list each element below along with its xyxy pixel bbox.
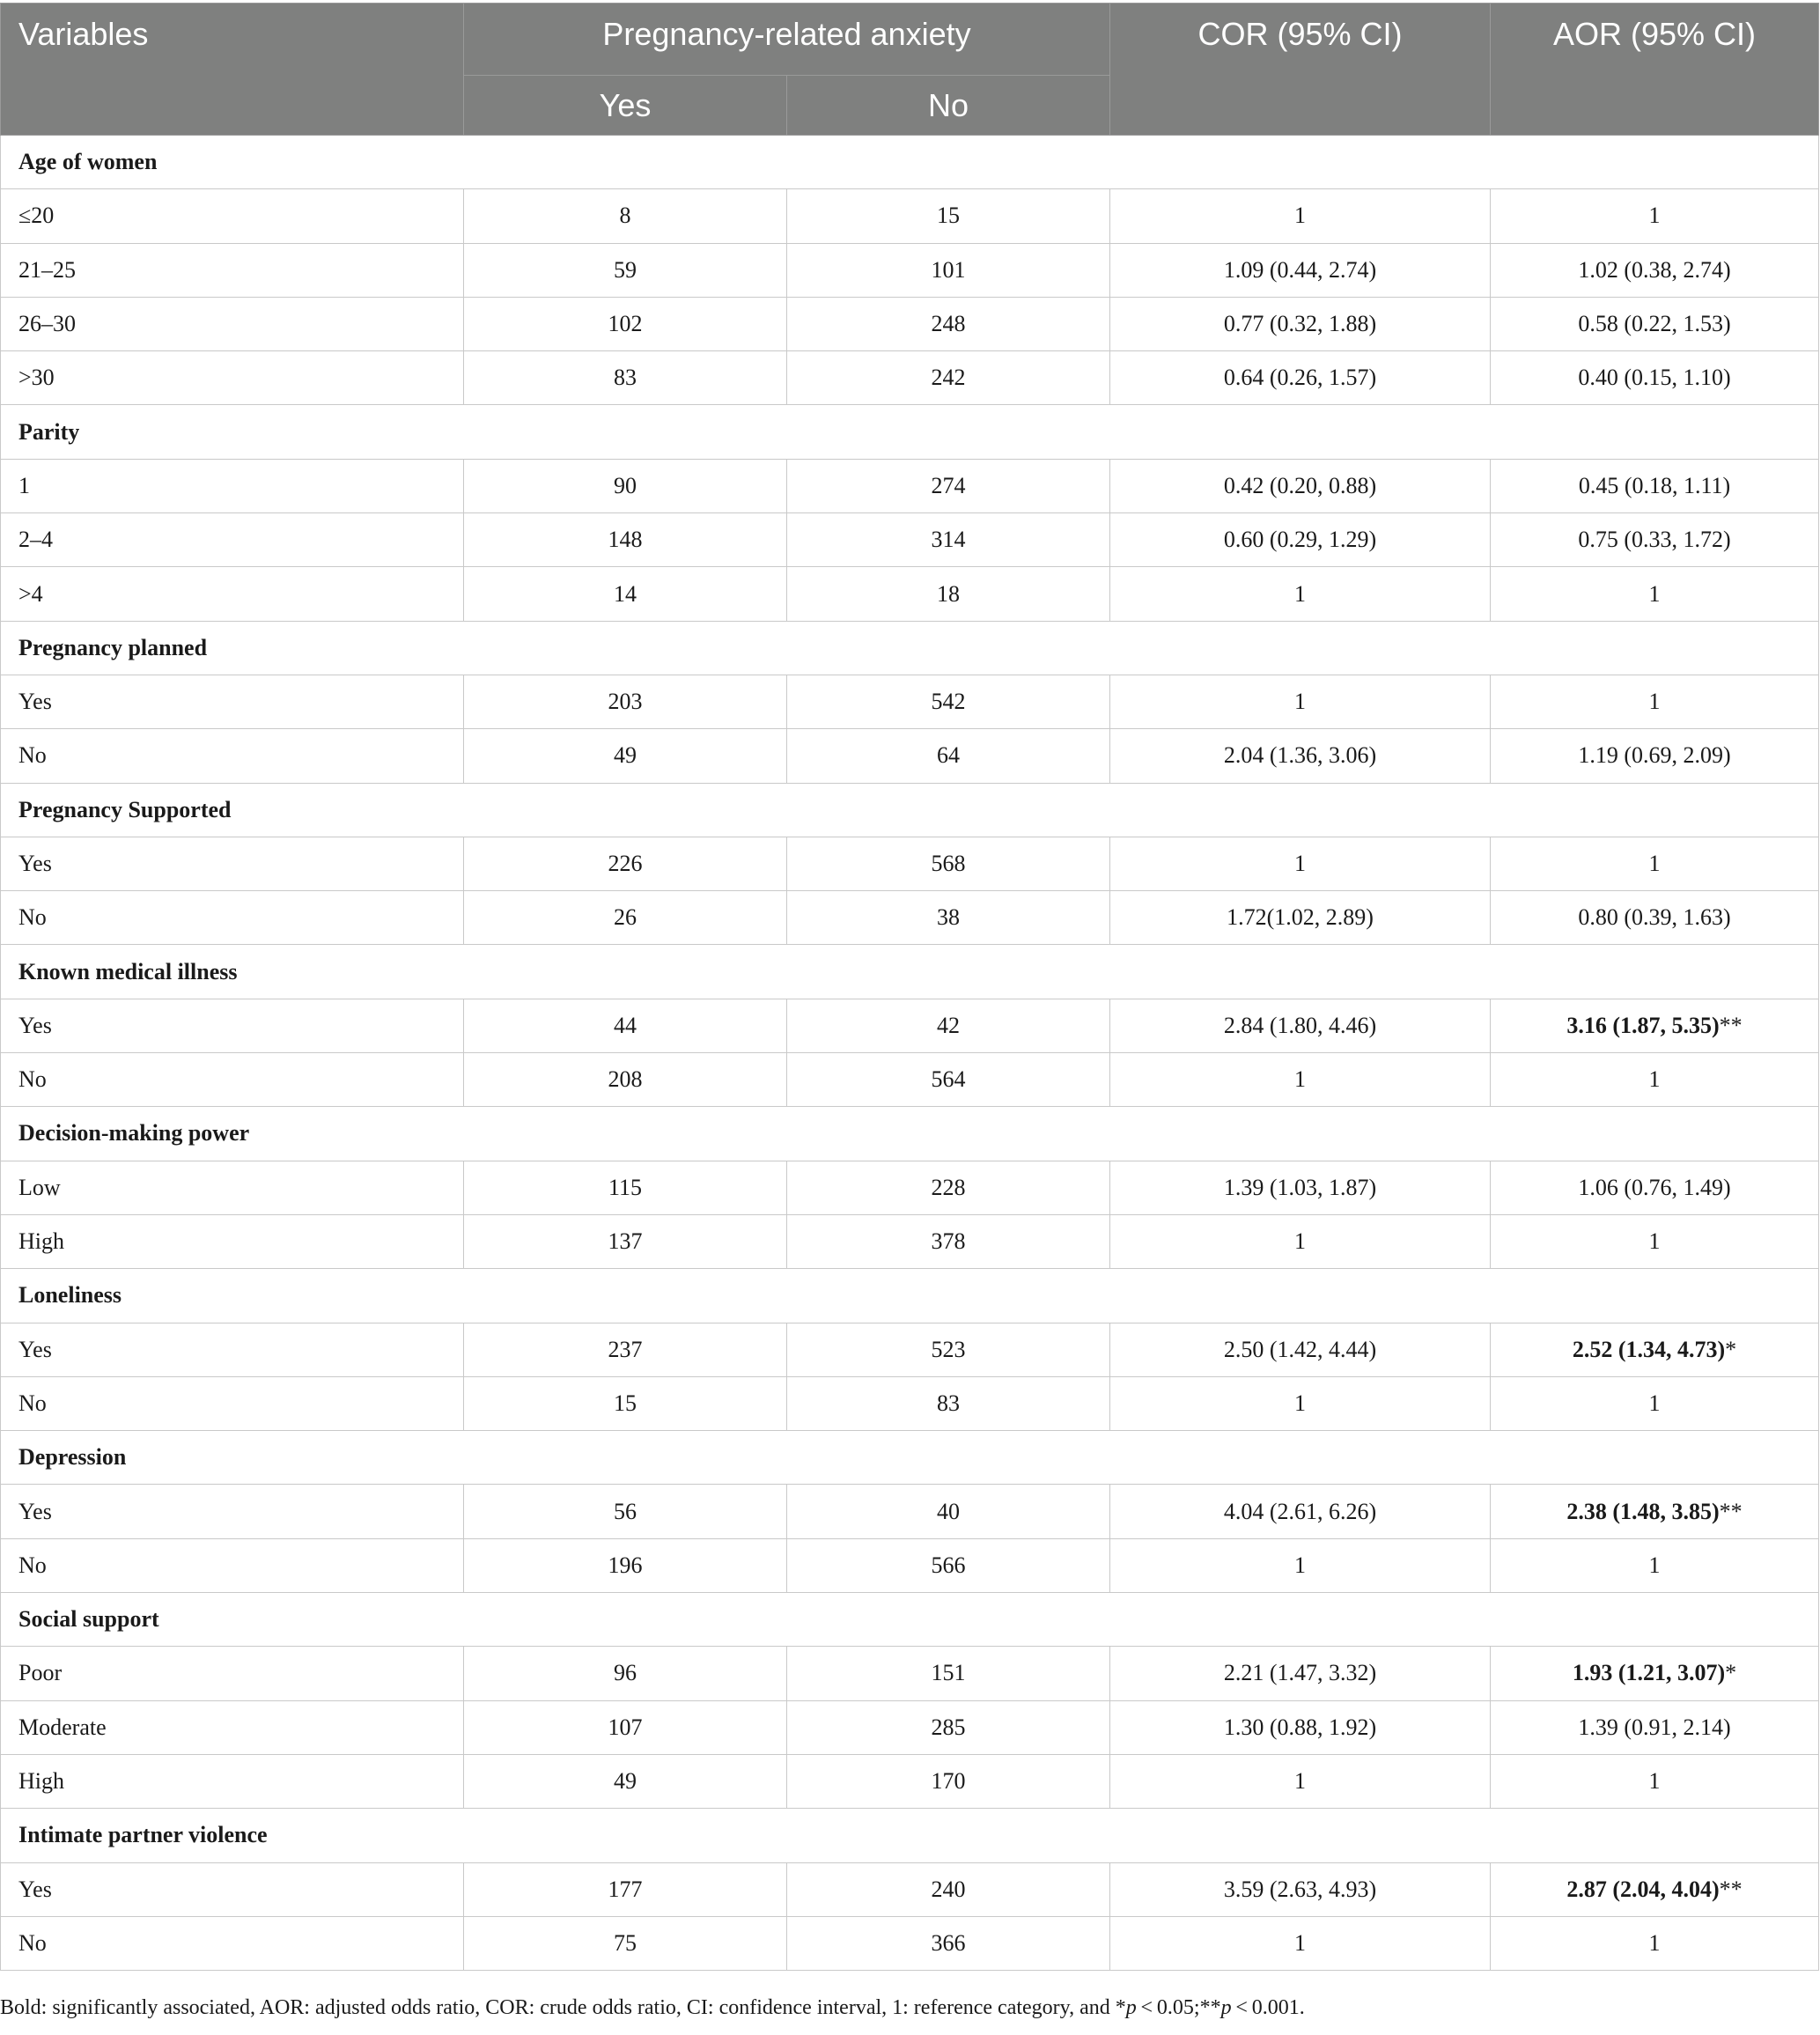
cell-no-count: 151 [787,1647,1110,1700]
cell-cor: 0.42 (0.20, 0.88) [1110,459,1491,512]
cell-aor: 0.58 (0.22, 1.53) [1491,297,1819,350]
table-row [1,729,1819,783]
cell-aor [1491,1862,1819,1916]
section-title: Age of women [1,136,1819,189]
cell-cor: 0.60 (0.29, 1.29) [1110,513,1491,567]
cell-yes-count: 148 [464,513,787,567]
row-label: Yes [1,837,464,890]
table-row [1,999,1819,1052]
cell-aor: 0.40 (0.15, 1.10) [1491,351,1819,405]
section-title: Social support [1,1593,1819,1647]
row-label: >30 [1,351,464,405]
row-label: Yes [1,1485,464,1538]
row-label: No [1,1538,464,1592]
cell-cor: 2.21 (1.47, 3.32) [1110,1647,1491,1700]
cell-no-count: 242 [787,351,1110,405]
section-title: Intimate partner violence [1,1809,1819,1862]
table-row [1,1053,1819,1107]
cell-yes-count: 203 [464,675,787,728]
table-row [1,891,1819,945]
cell-aor [1491,999,1819,1052]
header-aor: AOR (95% CI) [1491,4,1819,136]
row-label: Yes [1,1323,464,1376]
cell-yes-count: 49 [464,1754,787,1808]
section-title: Parity [1,405,1819,459]
footnote-p-symbol: p [1220,1996,1232,2019]
cell-yes-count: 14 [464,567,787,621]
row-label: No [1,1053,464,1107]
table-header [1,4,1819,136]
table-footnote [0,1996,1305,2020]
cell-no-count: 366 [787,1916,1110,1970]
cell-cor: 2.50 (1.42, 4.44) [1110,1323,1491,1376]
cell-cor: 0.64 (0.26, 1.57) [1110,351,1491,405]
cell-cor: 2.04 (1.36, 3.06) [1110,729,1491,783]
aor-value-significant: 2.38 (1.48, 3.85) [1566,1498,1720,1524]
table-row [1,1700,1819,1754]
aor-value-significant: 1.93 (1.21, 3.07) [1572,1660,1726,1686]
cell-no-count: 38 [787,891,1110,945]
table-row [1,1754,1819,1808]
cell-no-count: 42 [787,999,1110,1052]
cell-yes-count: 75 [464,1916,787,1970]
cell-yes-count: 90 [464,459,787,512]
row-label: Low [1,1161,464,1214]
cell-aor: 1.19 (0.69, 2.09) [1491,729,1819,783]
cell-yes-count: 107 [464,1700,787,1754]
cell-cor: 1 [1110,1754,1491,1808]
cell-yes-count: 59 [464,243,787,297]
results-table [0,3,1819,1971]
cell-yes-count: 26 [464,891,787,945]
row-label: High [1,1754,464,1808]
table-row [1,189,1819,243]
table-row [1,1323,1819,1376]
cell-no-count: 274 [787,459,1110,512]
cell-aor: 1 [1491,1754,1819,1808]
cell-no-count: 523 [787,1323,1110,1376]
footnote-text: Bold: significantly associated, AOR: adjusted odds ratio, COR: crude odds ratio, CI: confidence interval, 1: reference category, and * [0,1996,1126,2019]
cell-cor: 1.39 (1.03, 1.87) [1110,1161,1491,1214]
cell-cor: 1.09 (0.44, 2.74) [1110,243,1491,297]
cell-yes-count: 177 [464,1862,787,1916]
cell-yes-count: 49 [464,729,787,783]
table-row [1,1214,1819,1268]
cell-cor: 1 [1110,189,1491,243]
section-row [1,1107,1819,1161]
row-label: No [1,1376,464,1430]
cell-yes-count: 83 [464,351,787,405]
table-row [1,1376,1819,1430]
cell-cor: 1 [1110,837,1491,890]
row-label: No [1,891,464,945]
cell-cor: 1 [1110,1538,1491,1592]
cell-yes-count: 137 [464,1214,787,1268]
cell-cor: 1 [1110,1916,1491,1970]
cell-no-count: 228 [787,1161,1110,1214]
table-row [1,459,1819,512]
cell-no-count: 101 [787,243,1110,297]
table-row [1,837,1819,890]
section-title: Loneliness [1,1269,1819,1323]
section-title: Depression [1,1431,1819,1485]
section-row [1,136,1819,189]
row-label: ≤20 [1,189,464,243]
cell-yes-count: 56 [464,1485,787,1538]
cell-aor: 1 [1491,189,1819,243]
cell-aor: 0.80 (0.39, 1.63) [1491,891,1819,945]
cell-no-count: 285 [787,1700,1110,1754]
section-row [1,783,1819,837]
cell-aor [1491,1485,1819,1538]
table-row [1,1485,1819,1538]
row-label: No [1,1916,464,1970]
section-row [1,945,1819,999]
cell-no-count: 566 [787,1538,1110,1592]
cell-no-count: 83 [787,1376,1110,1430]
section-title: Pregnancy Supported [1,783,1819,837]
footnote-threshold-2: < 0.001. [1231,1996,1305,2019]
row-label: Yes [1,675,464,728]
cell-no-count: 568 [787,837,1110,890]
cell-aor: 0.75 (0.33, 1.72) [1491,513,1819,567]
section-row [1,1809,1819,1862]
cell-cor: 2.84 (1.80, 4.46) [1110,999,1491,1052]
section-row [1,1431,1819,1485]
table-row [1,1647,1819,1700]
cell-aor [1491,1647,1819,1700]
cell-no-count: 240 [787,1862,1110,1916]
cell-no-count: 15 [787,189,1110,243]
row-label: 21–25 [1,243,464,297]
cell-yes-count: 15 [464,1376,787,1430]
table-row [1,1916,1819,1970]
cell-aor: 1 [1491,567,1819,621]
row-label: Poor [1,1647,464,1700]
cell-yes-count: 237 [464,1323,787,1376]
table-row [1,567,1819,621]
header-cor: COR (95% CI) [1110,4,1491,136]
cell-no-count: 314 [787,513,1110,567]
cell-cor: 1 [1110,567,1491,621]
row-label: Yes [1,1862,464,1916]
cell-cor: 4.04 (2.61, 6.26) [1110,1485,1491,1538]
cell-cor: 1.72(1.02, 2.89) [1110,891,1491,945]
section-row [1,405,1819,459]
cell-aor: 1.39 (0.91, 2.14) [1491,1700,1819,1754]
cell-aor: 1.06 (0.76, 1.49) [1491,1161,1819,1214]
cell-no-count: 40 [787,1485,1110,1538]
cell-aor: 1 [1491,1214,1819,1268]
significance-marker: * [1725,1336,1737,1362]
significance-marker: ** [1719,1876,1743,1902]
section-row [1,1593,1819,1647]
significance-marker: * [1725,1660,1737,1686]
aor-value-significant: 3.16 (1.87, 5.35) [1566,1012,1720,1038]
table-row [1,1161,1819,1214]
cell-yes-count: 96 [464,1647,787,1700]
cell-cor: 0.77 (0.32, 1.88) [1110,297,1491,350]
table-row [1,1538,1819,1592]
cell-yes-count: 196 [464,1538,787,1592]
cell-aor: 1 [1491,837,1819,890]
cell-no-count: 18 [787,567,1110,621]
cell-aor: 1 [1491,1916,1819,1970]
cell-cor: 1 [1110,1376,1491,1430]
table-row [1,243,1819,297]
aor-value-significant: 2.87 (2.04, 4.04) [1566,1876,1720,1902]
table-row [1,351,1819,405]
row-label: Moderate [1,1700,464,1754]
row-label: 26–30 [1,297,464,350]
cell-no-count: 248 [787,297,1110,350]
header-yes: Yes [464,76,787,136]
cell-aor [1491,1323,1819,1376]
header-pregnancy-related-anxiety: Pregnancy-related anxiety [464,4,1110,76]
cell-aor: 1 [1491,675,1819,728]
row-label: 1 [1,459,464,512]
footnote-p-symbol: p [1125,1996,1137,2019]
row-label: High [1,1214,464,1268]
cell-yes-count: 226 [464,837,787,890]
section-title: Known medical illness [1,945,1819,999]
cell-no-count: 542 [787,675,1110,728]
section-title: Pregnancy planned [1,621,1819,675]
table-row [1,675,1819,728]
row-label: No [1,729,464,783]
cell-no-count: 564 [787,1053,1110,1107]
header-no: No [787,76,1110,136]
significance-marker: ** [1719,1012,1743,1038]
footnote-threshold-1: < 0.05;** [1136,1996,1221,2019]
cell-no-count: 170 [787,1754,1110,1808]
significance-marker: ** [1719,1498,1743,1524]
table-row [1,297,1819,350]
cell-yes-count: 8 [464,189,787,243]
aor-value-significant: 2.52 (1.34, 4.73) [1572,1336,1726,1362]
cell-yes-count: 44 [464,999,787,1052]
cell-cor: 1.30 (0.88, 1.92) [1110,1700,1491,1754]
section-row [1,621,1819,675]
table-row [1,1862,1819,1916]
cell-yes-count: 208 [464,1053,787,1107]
cell-cor: 1 [1110,1214,1491,1268]
cell-aor: 1 [1491,1053,1819,1107]
section-row [1,1269,1819,1323]
cell-yes-count: 115 [464,1161,787,1214]
header-variables: Variables [1,4,464,136]
cell-cor: 1 [1110,1053,1491,1107]
cell-aor: 1 [1491,1538,1819,1592]
section-title: Decision-making power [1,1107,1819,1161]
cell-aor: 0.45 (0.18, 1.11) [1491,459,1819,512]
cell-cor: 3.59 (2.63, 4.93) [1110,1862,1491,1916]
table-body [1,136,1819,1971]
row-label: 2–4 [1,513,464,567]
cell-aor: 1.02 (0.38, 2.74) [1491,243,1819,297]
row-label: >4 [1,567,464,621]
row-label: Yes [1,999,464,1052]
cell-yes-count: 102 [464,297,787,350]
cell-no-count: 378 [787,1214,1110,1268]
cell-aor: 1 [1491,1376,1819,1430]
cell-no-count: 64 [787,729,1110,783]
cell-cor: 1 [1110,675,1491,728]
table-row [1,513,1819,567]
